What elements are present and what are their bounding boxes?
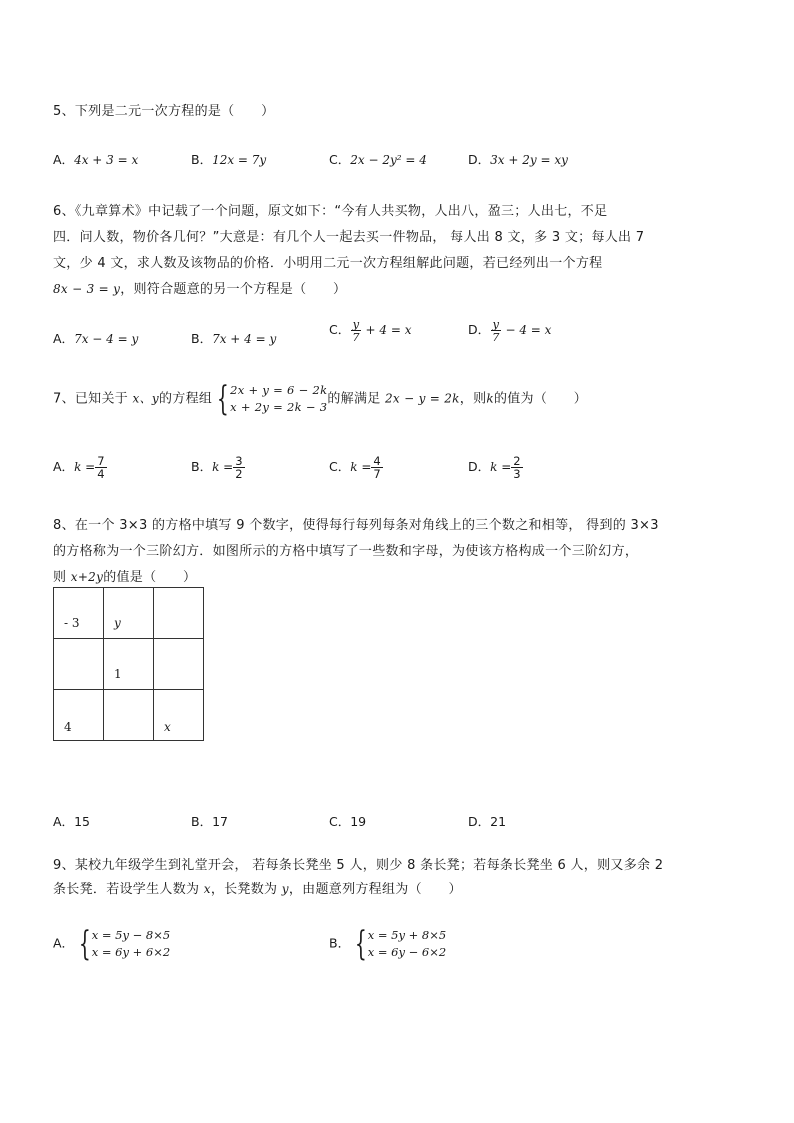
grid-cell — [154, 639, 204, 690]
q6-line-3: 文，少 4 文，求人数及该物品的价格．小明用二元一次方程组解此问题，若已经列出一个方程 — [53, 256, 603, 271]
q8-line-2: 的方格称为一个三阶幻方．如图所示的方格中填写了一些数和字母，为使该方格构成一个三阶幻方， — [53, 544, 639, 559]
q9-option-a: A． { x = 5y − 8×5 x = 6y + 6×2 — [53, 924, 171, 964]
grid-cell — [104, 690, 154, 741]
q7-option-d: D．k = $\frac{2}{3}$ — [468, 454, 521, 482]
q8-option-c: C．19 — [329, 814, 367, 829]
q6-option-d: D． $\frac{y}{7}$ − 4 = x — [468, 317, 552, 345]
q6-option-c: C． $\frac{y}{7}$ + 4 = x — [329, 317, 412, 345]
q5-option-c: C．2x − 2y² = 4 — [329, 152, 427, 167]
q7-option-b: B．k = $\frac{3}{2}$ — [191, 454, 243, 482]
magic-square-grid — [53, 587, 204, 741]
q8-line-1: 8、在一个 3×3 的方格中填写 9 个数字，使得每行每列每条对角线上的三个数之和相等， 得到的 3×3 — [53, 518, 659, 533]
q6-line-4: 8x − 3 = y，则符合题意的另一个方程是（ ） — [53, 282, 347, 297]
q6-option-a: A．7x − 4 = y — [53, 331, 139, 346]
grid-cell — [154, 588, 204, 639]
grid-cell: 4 — [54, 690, 104, 741]
q5-stem: 5、下列是二元一次方程的是（ ） — [53, 104, 275, 119]
q5-option-b: B．12x = 7y — [191, 152, 267, 167]
q8-option-d: D．21 — [468, 814, 507, 829]
q9-option-b: B． { x = 5y + 8×5 x = 6y − 6×2 — [329, 924, 447, 964]
q9-line-1: 9、某校九年级学生到礼堂开会， 若每条长凳坐 5 人，则少 8 条长凳；若每条长凳坐 6 人，则又多余 2 — [53, 858, 664, 873]
grid-cell: 1 — [104, 639, 154, 690]
q6-line-1: 6、《九章算术》中记载了一个问题，原文如下：“今有人共买物，人出八，盈三；人出七，不足 — [53, 204, 608, 219]
q5-option-d: D．3x + 2y = xy — [468, 152, 568, 167]
q8-line-3: 则 x+2y的值是（ ） — [53, 570, 197, 585]
grid-cell — [54, 639, 104, 690]
q5-option-a: A．4x + 3 = x — [53, 152, 139, 167]
q9-line-2: 条长凳．若设学生人数为 x，长凳数为 y，由题意列方程组为（ ） — [53, 882, 462, 897]
q7-option-c: C．k = $\frac{4}{7}$ — [329, 454, 381, 482]
q6-option-b: B．7x + 4 = y — [191, 331, 277, 346]
q7-stem: 7、已知关于 x、y的方程组 { 2x + y = 6 − 2k x + 2y = 2k − 3 的解满足 2x − y = 2k，则k的值为（ ） — [53, 379, 588, 419]
q8-option-b: B．17 — [191, 814, 228, 829]
q7-option-a: A．k = $\frac{7}{4}$ — [53, 454, 105, 482]
grid-cell: x — [154, 690, 204, 741]
q6-line-2: 四．问人数，物价各几何？”大意是：有几个人一起去买一件物品， 每人出 8 文，多 3 文；每人出 7 — [53, 230, 645, 245]
grid-cell: - 3 — [54, 588, 104, 639]
grid-cell: y — [104, 588, 154, 639]
q8-option-a: A．15 — [53, 814, 90, 829]
